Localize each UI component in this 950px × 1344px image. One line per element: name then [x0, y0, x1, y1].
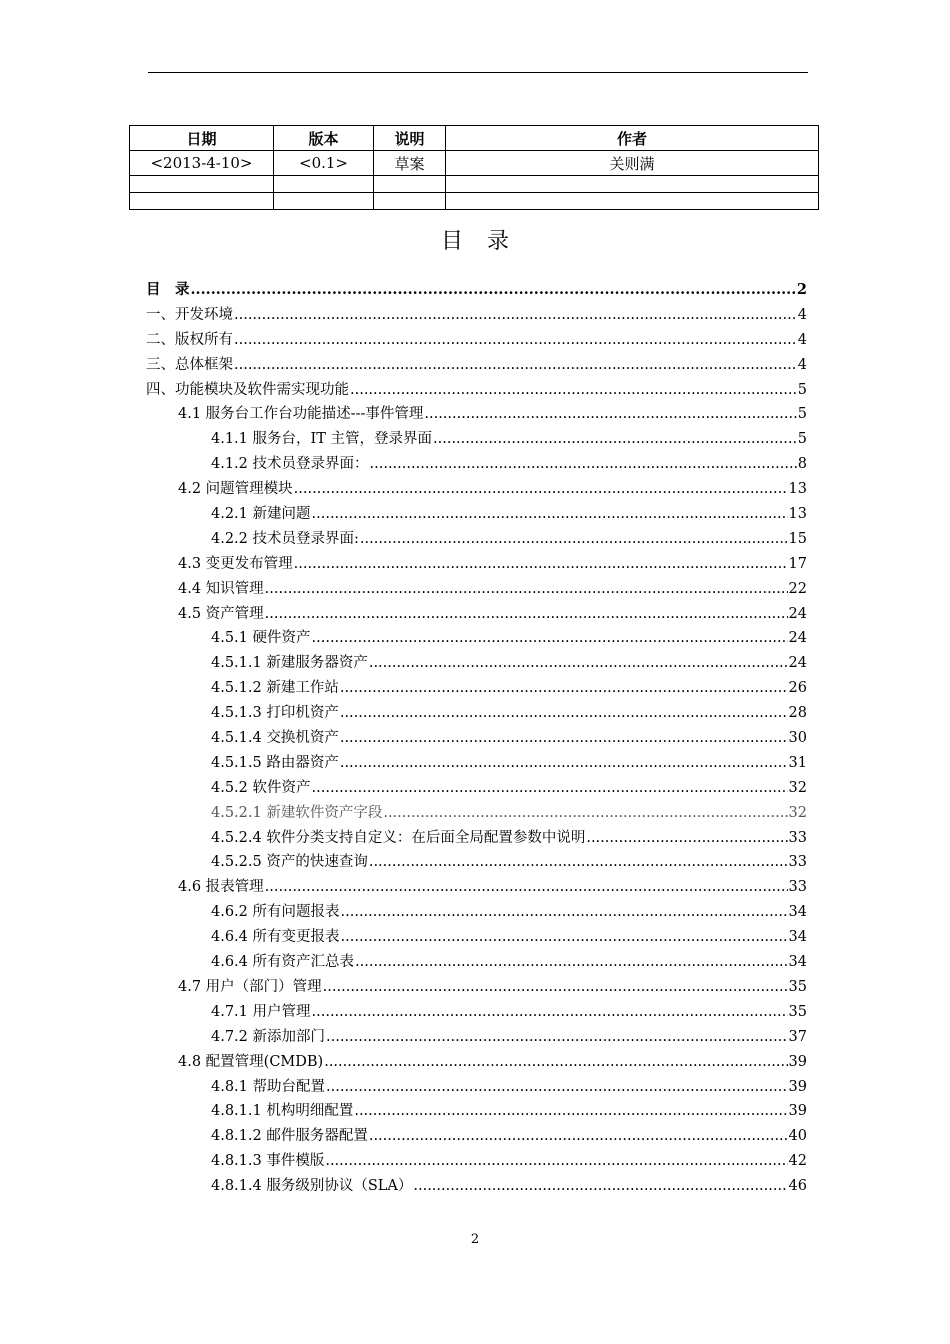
- toc-entry[interactable]: [146, 1025, 807, 1050]
- toc-leader-dots: [294, 477, 788, 502]
- toc-leader-dots: [370, 452, 797, 477]
- toc-entry[interactable]: [146, 801, 807, 826]
- toc-entry[interactable]: [146, 950, 807, 975]
- toc-entry[interactable]: [146, 1075, 807, 1100]
- toc-entry-title: 4.7.2 新添加部门: [211, 1028, 326, 1045]
- toc-entry-page: 34: [788, 929, 807, 946]
- toc-entry-title: 4.5.2.4 软件分类支持自定义：在后面全局配置参数中说明: [211, 829, 586, 846]
- toc-entry-page: 30: [788, 730, 807, 747]
- toc-entry-page: 46: [788, 1178, 807, 1195]
- toc-entry-page: 32: [788, 779, 807, 796]
- toc-entry-title: 4.6.2 所有问题报表: [211, 904, 340, 921]
- table-row: [130, 193, 819, 210]
- toc-entry-title: 4.3 变更发布管理: [178, 555, 293, 572]
- toc-title: 目录: [440, 229, 533, 254]
- toc-entry-title: 4.8.1.2 邮件服务器配置: [211, 1128, 368, 1145]
- toc-entry-title: 4.1 服务台工作台功能描述---事件管理: [178, 406, 424, 423]
- header-date: 日期: [130, 126, 274, 151]
- toc-entry-page: 5: [797, 431, 807, 448]
- toc-entry[interactable]: [146, 626, 807, 651]
- toc-entry-title: 4.8.1.1 机构明细配置: [211, 1103, 354, 1120]
- toc-entry-page: 4: [797, 356, 807, 373]
- toc-leader-dots: [350, 378, 797, 403]
- toc-entry-page: 35: [788, 978, 807, 995]
- toc-entry-page: 34: [788, 904, 807, 921]
- toc-entry-page: 33: [788, 879, 807, 896]
- toc-entry[interactable]: [146, 477, 807, 502]
- toc-leader-dots: [191, 278, 796, 303]
- toc-entry-page: 33: [788, 829, 807, 846]
- toc-entry[interactable]: [146, 527, 807, 552]
- toc-entry-page: 24: [788, 630, 807, 647]
- toc-entry-title: 4.1.1 服务台，IT 主管，登录界面: [211, 431, 433, 448]
- toc-leader-dots: [433, 427, 797, 452]
- toc-entry-page: 37: [788, 1028, 807, 1045]
- toc-entry-page: 35: [788, 1003, 807, 1020]
- cell-date: [130, 176, 274, 193]
- toc-entry[interactable]: [146, 502, 807, 527]
- toc-entry[interactable]: [146, 452, 807, 477]
- toc-entry-page: 39: [788, 1078, 807, 1095]
- toc-entry-page: 31: [788, 754, 807, 771]
- table-row: [130, 151, 819, 176]
- toc-entry-page: 4: [797, 331, 807, 348]
- toc-leader-dots: [360, 527, 788, 552]
- toc-entry-page: 17: [788, 555, 807, 572]
- toc-entry[interactable]: [146, 378, 807, 403]
- toc-leader-dots: [234, 353, 797, 378]
- toc-leader-dots: [326, 1075, 788, 1100]
- toc-entry-title: 4.5.1.1 新建服务器资产: [211, 655, 368, 672]
- toc-entry-page: 8: [797, 456, 807, 473]
- toc-leader-dots: [340, 701, 788, 726]
- toc-entry-title: 目 录: [146, 281, 190, 298]
- toc-leader-dots: [383, 801, 787, 826]
- toc-entry-page: 22: [788, 580, 807, 597]
- toc-entry-page: 39: [788, 1053, 807, 1070]
- toc-entry[interactable]: [146, 1050, 807, 1075]
- header-rule: [148, 72, 808, 73]
- toc-entry-page: 15: [788, 530, 807, 547]
- cell-author: [446, 176, 819, 193]
- toc-leader-dots: [326, 1025, 788, 1050]
- toc-leader-dots: [354, 1099, 787, 1124]
- toc-entry-title: 4.2 问题管理模块: [178, 481, 293, 498]
- toc-leader-dots: [234, 328, 797, 353]
- toc-leader-dots: [369, 651, 788, 676]
- toc-entry[interactable]: [146, 676, 807, 701]
- toc-leader-dots: [265, 577, 788, 602]
- toc-entry[interactable]: [146, 328, 807, 353]
- toc-entry-title: 4.7 用户（部门）管理: [178, 978, 322, 995]
- toc-entry-title: 一、开发环境: [146, 306, 233, 323]
- toc-entry[interactable]: [146, 875, 807, 900]
- toc-entry[interactable]: [146, 975, 807, 1000]
- toc-leader-dots: [340, 676, 788, 701]
- toc-entry-page: 13: [788, 506, 807, 523]
- cell-description: 草案: [374, 151, 446, 176]
- toc-entry[interactable]: [146, 1124, 807, 1149]
- toc-entry-title: 4.8.1.4 服务级别协议（SLA）: [211, 1178, 413, 1195]
- toc-entry[interactable]: [146, 900, 807, 925]
- toc-leader-dots: [341, 925, 788, 950]
- toc-entry-title: 4.6.4 所有变更报表: [211, 929, 340, 946]
- toc-leader-dots: [355, 950, 788, 975]
- toc-leader-dots: [265, 602, 788, 627]
- toc-entry-title: 4.5.1.2 新建工作站: [211, 680, 339, 697]
- toc-entry[interactable]: [146, 850, 807, 875]
- toc-leader-dots: [234, 303, 797, 328]
- toc-entry[interactable]: [146, 602, 807, 627]
- toc-entry-title: 4.2.1 新建问题: [211, 506, 311, 523]
- toc-entry[interactable]: [146, 826, 807, 851]
- table-row: [130, 176, 819, 193]
- toc-leader-dots: [312, 626, 788, 651]
- toc-entry-page: 4: [797, 306, 807, 323]
- toc-entry-title: 4.6.4 所有资产汇总表: [211, 954, 355, 971]
- toc-entry-page: 42: [788, 1153, 807, 1170]
- toc-leader-dots: [341, 900, 788, 925]
- toc-entry[interactable]: [146, 427, 807, 452]
- toc-entry-title: 4.5.1 硬件资产: [211, 630, 311, 647]
- header-version: 版本: [274, 126, 374, 151]
- toc-entry-page: 2: [796, 281, 807, 298]
- header-description: 说明: [374, 126, 446, 151]
- toc-entry[interactable]: [146, 402, 807, 427]
- toc-entry-title: 4.5.1.5 路由器资产: [211, 754, 339, 771]
- toc-entry[interactable]: [146, 651, 807, 676]
- toc-entry-title: 4.1.2 技术员登录界面：: [211, 456, 369, 473]
- toc-entry-title: 4.5.2 软件资产: [211, 779, 311, 796]
- toc-entry[interactable]: [146, 1149, 807, 1174]
- toc-entry-title: 三、总体框架: [146, 356, 233, 373]
- toc-entry-page: 40: [788, 1128, 807, 1145]
- toc-leader-dots: [312, 776, 788, 801]
- toc-entry-page: 34: [788, 954, 807, 971]
- toc-entry-page: 13: [788, 481, 807, 498]
- cell-date: <2013-4-10>: [130, 151, 274, 176]
- table-of-contents: [146, 278, 807, 1199]
- toc-leader-dots: [312, 1000, 788, 1025]
- toc-entry-title: 二、版权所有: [146, 331, 233, 348]
- toc-entry-page: 24: [788, 605, 807, 622]
- toc-leader-dots: [265, 875, 788, 900]
- toc-entry-title: 4.5.1.3 打印机资产: [211, 705, 339, 722]
- page-number: 2: [470, 1232, 480, 1247]
- toc-entry[interactable]: [146, 278, 807, 303]
- toc-leader-dots: [424, 402, 796, 427]
- cell-version: [274, 176, 374, 193]
- toc-entry-title: 4.5.2.5 资产的快速查询: [211, 854, 368, 871]
- toc-leader-dots: [325, 1149, 787, 1174]
- cell-date: [130, 193, 274, 210]
- cell-author: 关则满: [446, 151, 819, 176]
- toc-leader-dots: [340, 726, 788, 751]
- toc-leader-dots: [369, 850, 788, 875]
- toc-entry[interactable]: [146, 577, 807, 602]
- toc-entry-title: 四、功能模块及软件需实现功能: [146, 381, 349, 398]
- toc-entry-title: 4.5 资产管理: [178, 605, 264, 622]
- cell-author: [446, 193, 819, 210]
- toc-entry-page: 33: [788, 854, 807, 871]
- cell-version: [274, 193, 374, 210]
- toc-entry-page: 39: [788, 1103, 807, 1120]
- toc-entry[interactable]: [146, 726, 807, 751]
- toc-entry-title: 4.2.2 技术员登录界面:: [211, 530, 359, 547]
- toc-entry[interactable]: [146, 303, 807, 328]
- toc-entry-title: 4.6 报表管理: [178, 879, 264, 896]
- toc-entry-page: 24: [788, 655, 807, 672]
- cell-version: <0.1>: [274, 151, 374, 176]
- toc-leader-dots: [340, 751, 788, 776]
- cell-description: [374, 176, 446, 193]
- toc-entry-page: 28: [788, 705, 807, 722]
- toc-entry-title: 4.8.1 帮助台配置: [211, 1078, 326, 1095]
- revision-table-header: [130, 126, 819, 151]
- toc-entry-title: 4.8 配置管理(CMDB): [178, 1053, 324, 1070]
- toc-entry[interactable]: [146, 1000, 807, 1025]
- toc-entry-title: 4.5.1.4 交换机资产: [211, 730, 339, 747]
- toc-entry-title: 4.8.1.3 事件模版: [211, 1153, 325, 1170]
- toc-entry[interactable]: [146, 925, 807, 950]
- toc-leader-dots: [324, 1050, 787, 1075]
- toc-entry-page: 5: [797, 406, 807, 423]
- toc-entry[interactable]: [146, 1099, 807, 1124]
- toc-leader-dots: [312, 502, 788, 527]
- toc-leader-dots: [369, 1124, 788, 1149]
- toc-entry-title: 4.4 知识管理: [178, 580, 264, 597]
- header-author: 作者: [446, 126, 819, 151]
- toc-entry-title: 4.7.1 用户管理: [211, 1003, 311, 1020]
- revision-table: [129, 125, 819, 210]
- toc-entry-page: 5: [797, 381, 807, 398]
- toc-entry-page: 32: [788, 804, 807, 821]
- toc-leader-dots: [586, 826, 787, 851]
- toc-entry[interactable]: [146, 1174, 807, 1199]
- toc-entry-page: 26: [788, 680, 807, 697]
- toc-entry[interactable]: [146, 701, 807, 726]
- toc-entry-title: 4.5.2.1 新建软件资产字段: [211, 804, 383, 821]
- toc-leader-dots: [323, 975, 788, 1000]
- toc-entry[interactable]: [146, 751, 807, 776]
- toc-leader-dots: [294, 552, 788, 577]
- toc-entry[interactable]: [146, 353, 807, 378]
- toc-leader-dots: [413, 1174, 787, 1199]
- cell-description: [374, 193, 446, 210]
- toc-entry[interactable]: [146, 552, 807, 577]
- toc-entry[interactable]: [146, 776, 807, 801]
